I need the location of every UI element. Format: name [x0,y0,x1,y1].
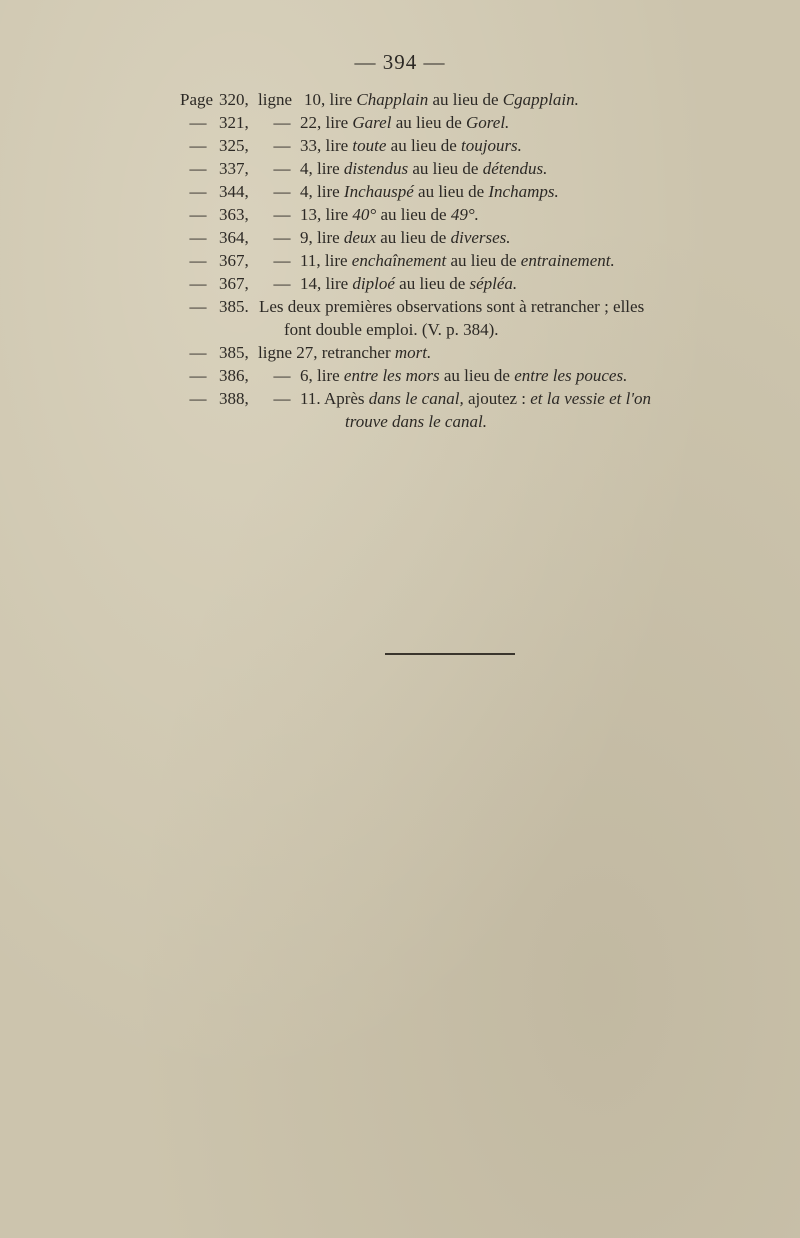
ajoutez-word: ajoutez : [467,389,527,408]
page-ref: 367, [219,251,249,270]
errata-row-320 [0,88,800,111]
errata-row [0,272,800,295]
ditto-dash: — [189,136,207,155]
wrong-word: toujours. [461,136,522,155]
correction-text [300,226,511,249]
page-ref: 386, [219,366,249,385]
added-phrase-cont: trouve dans le canal. [345,412,487,431]
page-ref: 385. [219,297,249,316]
ligne-word: ligne [258,343,292,362]
ligne-ref: 10, [304,90,326,109]
au-lieu-de: au lieu de [380,205,447,224]
errata-row-388 [0,387,800,410]
ditto-dash: — [273,251,291,270]
wrong-word: détendus. [482,159,548,178]
action-word: retrancher [321,343,391,362]
ditto-dash: — [273,113,291,132]
lire-word: lire [325,113,349,132]
ditto-dash: — [273,159,291,178]
apres-word: Après [323,389,365,408]
ligne-ref: 6, [300,366,313,385]
errata-row-385a [0,295,800,318]
lire-word: lire [325,205,349,224]
errata-row [0,226,800,249]
correct-word: entre les mors [343,366,440,385]
ligne-ref: 4, [300,159,313,178]
wrong-word: 49°. [450,205,479,224]
ditto-dash: — [273,205,291,224]
au-lieu-de: au lieu de [412,159,479,178]
wrong-word: Cgapplain. [502,90,579,109]
ditto-dash: — [189,366,207,385]
errata-row-385b [0,341,800,364]
au-lieu-de: au lieu de [450,251,517,270]
correct-word: Inchauspé [343,182,414,201]
ligne-ref: 14, [300,274,322,293]
ligne-ref: 13, [300,205,322,224]
correct-word: toute [352,136,387,155]
lire-word: lire [317,159,340,178]
page-ref: 337, [219,159,249,178]
correct-word: Chapplain [356,90,429,109]
page-ref: 388, [219,389,249,408]
correction-text [300,364,627,387]
au-lieu-de: au lieu de [390,136,457,155]
wrong-word: entrainement. [520,251,615,270]
correct-word: Garel [352,113,392,132]
ditto-dash: — [189,297,207,316]
errata-row [0,157,800,180]
page-ref: 320, [219,90,249,109]
au-lieu-de: au lieu de [418,182,485,201]
errata-row-385a-cont [0,318,800,341]
errata-row-388-cont [0,410,800,433]
lire-word: lire [317,366,340,385]
page-number: — 394 — [354,50,446,74]
lire-word: lire [325,136,349,155]
ditto-dash: — [189,159,207,178]
page-ref: 385, [219,343,249,362]
correction-text: Les deux premières observations sont à retrancher ; elles [259,297,645,316]
page-ref: 364, [219,228,249,247]
page-ref: 344, [219,182,249,201]
ligne-ref: 22, [300,113,322,132]
correct-word: enchaînement [351,251,447,270]
correction-text [300,272,517,295]
au-lieu-de: au lieu de [380,228,447,247]
ligne-ref: 33, [300,136,322,155]
page-ref: 325, [219,136,249,155]
page-ref: 363, [219,205,249,224]
ditto-dash: — [189,182,207,201]
removed-word: mort. [394,343,432,362]
ditto-dash: — [189,205,207,224]
correction-text-cont: font double emploi. (V. p. 384). [284,320,499,339]
page-word: Page [180,90,214,109]
correction-text [300,157,547,180]
correct-word: deux [343,228,376,247]
ditto-dash: — [189,251,207,270]
correct-word: distendus [343,159,409,178]
ditto-dash: — [273,389,291,408]
correction-text [258,341,431,364]
errata-row [0,111,800,134]
correction-text [300,180,559,203]
au-lieu-de: au lieu de [443,366,510,385]
wrong-word: Gorel. [466,113,510,132]
correction-text [304,88,579,111]
correction-text [300,111,509,134]
au-lieu-de: au lieu de [432,90,499,109]
added-phrase: et la vessie et l'on [530,389,651,408]
closing-rule [385,653,515,655]
correct-word: 40° [352,205,377,224]
wrong-word: entre les pouces. [514,366,628,385]
correction-text [300,249,615,272]
lire-word: lire [317,228,340,247]
ditto-dash: — [189,343,207,362]
page-ref: 367, [219,274,249,293]
errata-list [0,88,800,433]
ligne-ref: 11. [300,389,321,408]
au-lieu-de: au lieu de [395,113,462,132]
lire-word: lire [324,251,348,270]
lire-word: lire [329,90,353,109]
correct-word: diploé [352,274,395,293]
anchor-phrase: dans le canal, [368,389,464,408]
au-lieu-de: au lieu de [399,274,466,293]
ditto-dash: — [273,136,291,155]
lire-word: lire [325,274,349,293]
wrong-word: diverses. [450,228,511,247]
wrong-word: sépléa. [469,274,518,293]
ditto-dash: — [189,389,207,408]
ditto-dash: — [273,274,291,293]
ditto-dash: — [273,366,291,385]
errata-row [0,203,800,226]
errata-row [0,249,800,272]
wrong-word: Inchamps. [488,182,559,201]
ditto-dash: — [273,182,291,201]
ligne-word: ligne [258,90,292,109]
ligne-ref: 11, [300,251,321,270]
lire-word: lire [317,182,340,201]
errata-row [0,134,800,157]
ligne-ref: 9, [300,228,313,247]
correction-text [300,134,522,157]
ligne-ref: 4, [300,182,313,201]
correction-text [300,203,479,226]
ditto-dash: — [273,228,291,247]
ditto-dash: — [189,113,207,132]
page-ref: 321, [219,113,249,132]
ditto-dash: — [189,228,207,247]
ligne-ref: 27, [296,343,318,362]
errata-row-386 [0,364,800,387]
ditto-dash: — [189,274,207,293]
errata-row [0,180,800,203]
correction-text [300,387,651,410]
